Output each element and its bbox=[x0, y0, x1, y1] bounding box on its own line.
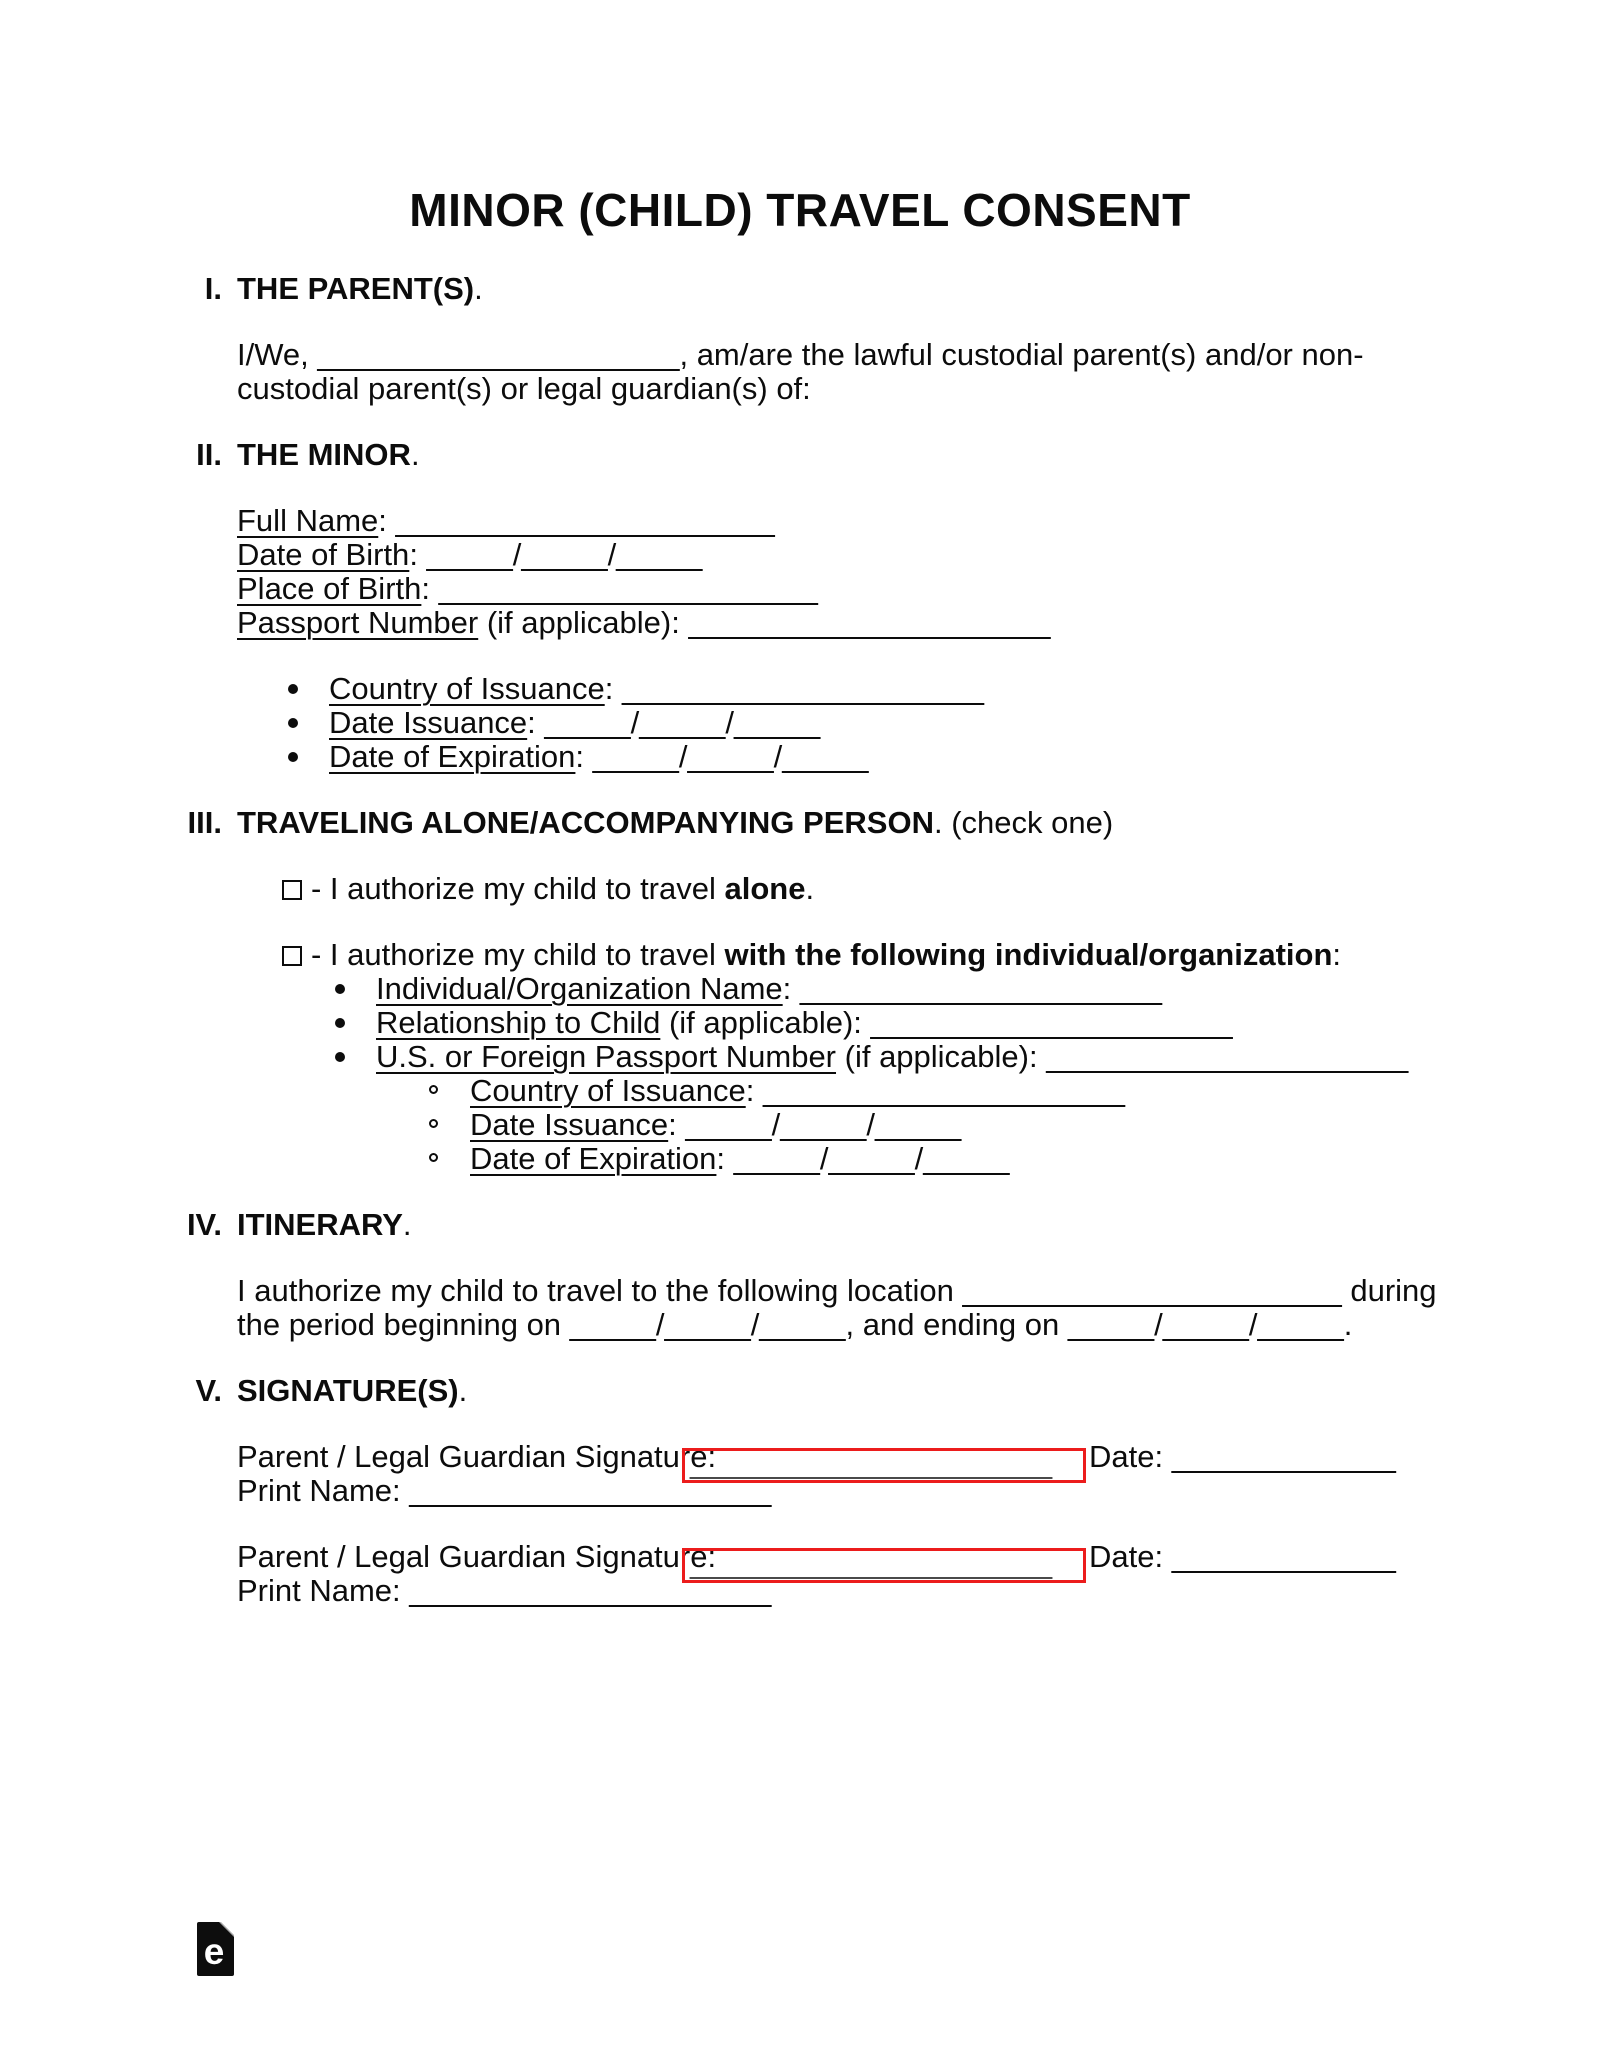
field-separator: : bbox=[604, 671, 622, 706]
heading-note: (check one) bbox=[951, 805, 1114, 840]
begin-date-blank: _____/_____/_____ bbox=[569, 1307, 846, 1342]
field-label: Country of Issuance bbox=[470, 1073, 746, 1108]
itinerary-line1 bbox=[237, 1274, 1460, 1308]
field-separator: (if applicable): bbox=[836, 1039, 1047, 1074]
section-numeral: II. bbox=[196, 437, 222, 472]
itinerary-line2-end: . bbox=[1343, 1307, 1353, 1342]
signature-label: Parent / Legal Guardian Signature: bbox=[237, 1439, 717, 1474]
field-label: Date Issuance bbox=[470, 1107, 669, 1142]
bullet-icon bbox=[288, 752, 298, 762]
print-name-label: Print Name: bbox=[237, 1473, 410, 1508]
signature-date bbox=[1089, 1440, 1396, 1474]
section-heading-itinerary bbox=[140, 1208, 1460, 1242]
heading-period: . bbox=[474, 271, 483, 306]
location-blank: ______________________ bbox=[962, 1273, 1342, 1308]
field-line-full-name bbox=[237, 504, 1460, 538]
sub-bullet-country-of-issuance bbox=[427, 1074, 1460, 1108]
itinerary-prefix: I authorize my child to travel to the following location bbox=[237, 1273, 963, 1308]
section-heading-text: ITINERARY bbox=[237, 1207, 403, 1242]
field-label: U.S. or Foreign Passport Number bbox=[376, 1039, 837, 1074]
date-blank: _____________ bbox=[1171, 1439, 1396, 1474]
field-label: Relationship to Child bbox=[376, 1005, 661, 1040]
itinerary-line2-mid: , and ending on bbox=[845, 1307, 1068, 1342]
blank-line: ______________________ bbox=[438, 571, 818, 606]
blank-line: _____/_____/_____ bbox=[733, 1141, 1010, 1176]
field-line-date-of-birth bbox=[237, 538, 1460, 572]
parent-statement-prefix: I/We, bbox=[237, 337, 318, 372]
itinerary-line2 bbox=[237, 1308, 1460, 1342]
section-heading-text: SIGNATURE(S) bbox=[237, 1373, 459, 1408]
field-label: Date of Expiration bbox=[470, 1141, 717, 1176]
section-numeral: I. bbox=[204, 271, 222, 306]
field-label: Country of Issuance bbox=[329, 671, 605, 706]
print-name-label: Print Name: bbox=[237, 1573, 410, 1608]
heading-period: . bbox=[933, 805, 952, 840]
field-separator: : bbox=[668, 1107, 686, 1142]
bullet-icon bbox=[335, 1052, 345, 1062]
checkbox-icon[interactable] bbox=[282, 946, 302, 966]
heading-period: . bbox=[410, 437, 420, 472]
blank-line: _____/_____/_____ bbox=[592, 739, 869, 774]
field-line-passport-number bbox=[237, 606, 1460, 640]
signature-field-box[interactable] bbox=[682, 1548, 1086, 1583]
option-text-end: : bbox=[1332, 937, 1342, 972]
signature-blank-line: _____________________ bbox=[690, 1448, 1053, 1480]
bullet-icon bbox=[288, 718, 298, 728]
signature-field-box[interactable] bbox=[682, 1448, 1086, 1483]
heading-period: . bbox=[458, 1373, 468, 1408]
field-separator: : bbox=[716, 1141, 734, 1176]
field-separator: (if applicable): bbox=[478, 605, 689, 640]
blank-line: _____________________ bbox=[762, 1073, 1125, 1108]
bullet-icon bbox=[335, 1018, 345, 1028]
bullet-us-foreign-passport bbox=[335, 1040, 1460, 1074]
circle-bullet-icon bbox=[429, 1119, 438, 1128]
section-numeral: IV. bbox=[186, 1207, 222, 1242]
bullet-country-of-issuance bbox=[288, 672, 1460, 706]
end-date-blank: _____/_____/_____ bbox=[1067, 1307, 1344, 1342]
itinerary-suffix: during bbox=[1341, 1273, 1437, 1308]
bullet-date-of-expiration bbox=[288, 740, 1460, 774]
field-line-place-of-birth bbox=[237, 572, 1460, 606]
field-separator: : bbox=[378, 503, 396, 538]
parent-name-blank: _____________________ bbox=[317, 337, 680, 372]
field-label: Date Issuance bbox=[329, 705, 528, 740]
option-travel-with bbox=[282, 938, 1460, 972]
print-name-blank: _____________________ bbox=[409, 1473, 772, 1508]
date-label: Date: bbox=[1089, 1539, 1172, 1574]
section-heading-text: TRAVELING ALONE/ACCOMPANYING PERSON bbox=[237, 805, 934, 840]
option-text-end: . bbox=[805, 871, 815, 906]
signature-date bbox=[1089, 1540, 1396, 1574]
section-heading-minor bbox=[140, 438, 1460, 472]
option-text-bold: alone bbox=[724, 871, 806, 906]
section-heading-parents bbox=[140, 272, 1460, 306]
eforms-logo-letter: e bbox=[203, 1931, 225, 1972]
heading-period: . bbox=[402, 1207, 412, 1242]
sub-bullet-date-issuance bbox=[427, 1108, 1460, 1142]
field-label: Place of Birth bbox=[237, 571, 422, 606]
section-heading-signatures bbox=[140, 1374, 1460, 1408]
bullet-icon bbox=[335, 984, 345, 994]
signature-row-1 bbox=[237, 1439, 1460, 1480]
print-name-blank: _____________________ bbox=[409, 1573, 772, 1608]
eforms-logo bbox=[197, 1922, 234, 1976]
circle-bullet-icon bbox=[429, 1153, 438, 1162]
parent-statement-suffix: , am/are the lawful custodial parent(s) and/or non- bbox=[679, 337, 1364, 372]
option-text-bold: with the following individual/organization bbox=[724, 937, 1333, 972]
bullet-individual-organization-name bbox=[335, 972, 1460, 1006]
section-heading-text: THE PARENT(S) bbox=[237, 271, 475, 306]
field-label: Date of Expiration bbox=[329, 739, 576, 774]
itinerary-line2-prefix: the period beginning on bbox=[237, 1307, 570, 1342]
option-text: - I authorize my child to travel bbox=[311, 871, 725, 906]
signature-label: Parent / Legal Guardian Signature: bbox=[237, 1539, 717, 1574]
field-separator: : bbox=[421, 571, 439, 606]
field-separator: : bbox=[527, 705, 545, 740]
section-numeral: III. bbox=[187, 805, 222, 840]
blank-line: _____/_____/_____ bbox=[544, 705, 821, 740]
section-numeral: V. bbox=[195, 1373, 222, 1408]
field-label: Full Name bbox=[237, 503, 379, 538]
field-separator: : bbox=[575, 739, 593, 774]
blank-line: _____________________ bbox=[870, 1005, 1233, 1040]
blank-line: _____________________ bbox=[621, 671, 984, 706]
blank-line: ______________________ bbox=[395, 503, 775, 538]
option-text: - I authorize my child to travel bbox=[311, 937, 725, 972]
date-label: Date: bbox=[1089, 1439, 1172, 1474]
section-heading-traveling bbox=[140, 806, 1460, 840]
bullet-icon bbox=[288, 684, 298, 694]
bullet-relationship-to-child bbox=[335, 1006, 1460, 1040]
blank-line: _____/_____/_____ bbox=[426, 537, 703, 572]
field-separator: : bbox=[409, 537, 427, 572]
signature-blank-line: _____________________ bbox=[690, 1548, 1053, 1580]
section-heading-text: THE MINOR bbox=[237, 437, 411, 472]
option-travel-alone bbox=[282, 872, 1460, 906]
blank-line: _____________________ bbox=[1046, 1039, 1409, 1074]
checkbox-icon[interactable] bbox=[282, 880, 302, 900]
page-title: MINOR (CHILD) TRAVEL CONSENT bbox=[409, 184, 1191, 236]
blank-line: _____/_____/_____ bbox=[685, 1107, 962, 1142]
field-label: Passport Number bbox=[237, 605, 479, 640]
parent-statement-line2: custodial parent(s) or legal guardian(s) of: bbox=[237, 371, 811, 406]
bullet-date-issuance bbox=[288, 706, 1460, 740]
signature-row-2 bbox=[237, 1539, 1460, 1580]
field-separator: : bbox=[782, 971, 800, 1006]
field-separator: : bbox=[745, 1073, 763, 1108]
field-label: Date of Birth bbox=[237, 537, 410, 572]
blank-line: _____________________ bbox=[799, 971, 1162, 1006]
field-separator: (if applicable): bbox=[660, 1005, 871, 1040]
field-label: Individual/Organization Name bbox=[376, 971, 783, 1006]
circle-bullet-icon bbox=[429, 1085, 438, 1094]
sub-bullet-date-of-expiration bbox=[427, 1142, 1460, 1176]
blank-line: _____________________ bbox=[688, 605, 1051, 640]
date-blank: _____________ bbox=[1171, 1539, 1396, 1574]
parent-statement-line1 bbox=[237, 338, 1460, 372]
